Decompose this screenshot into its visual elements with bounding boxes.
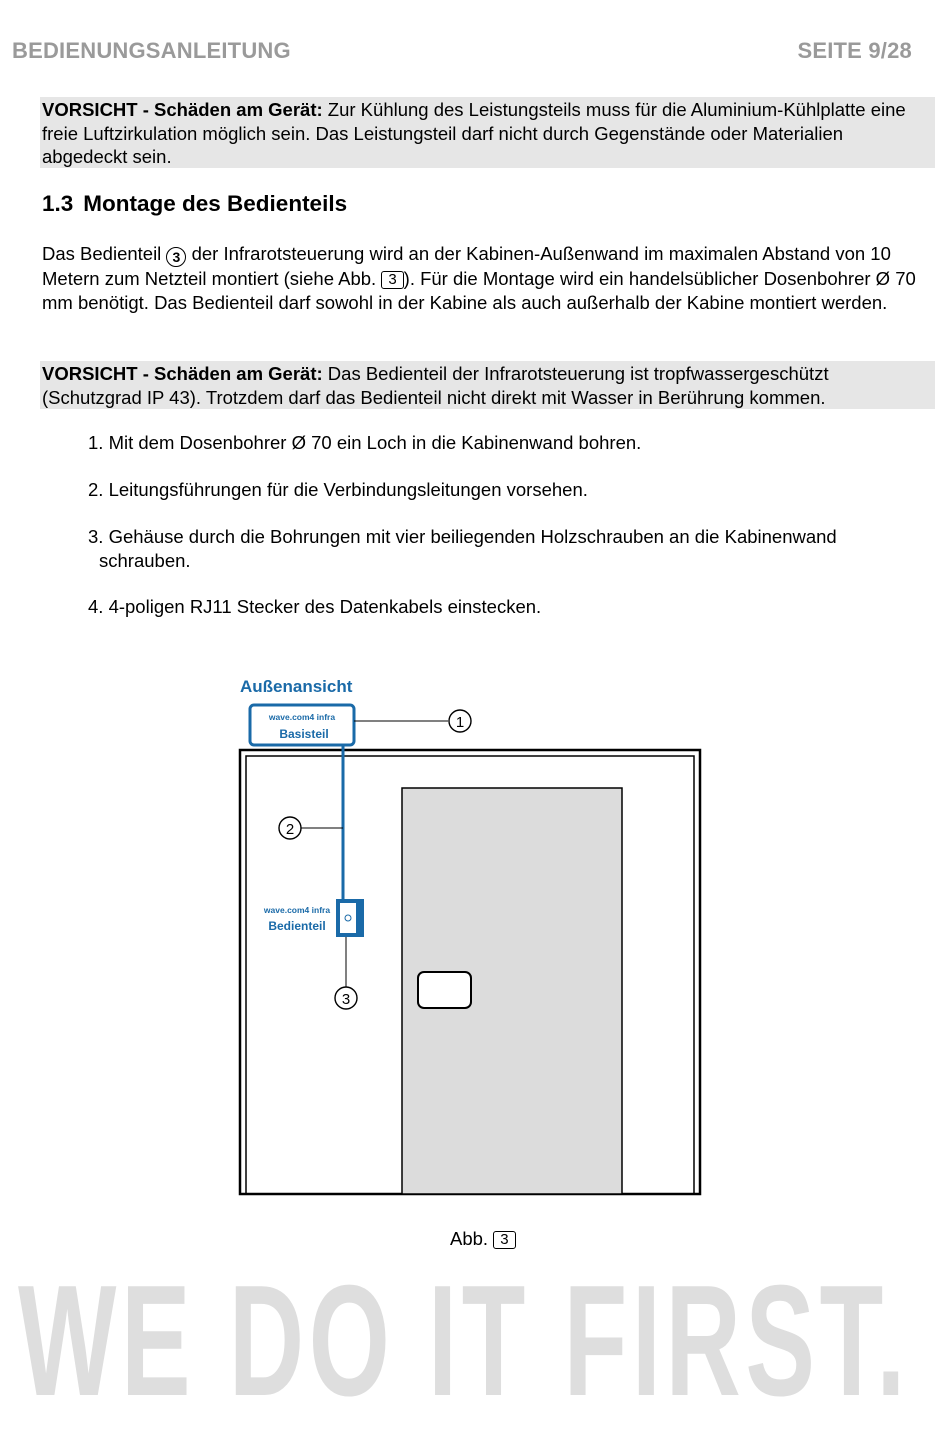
- list-item: [88, 525, 928, 573]
- callout-3-number: 3: [341, 991, 351, 1008]
- figure-caption: [450, 1228, 516, 1250]
- caution-label: VORSICHT - Schäden am Gerät:: [42, 363, 323, 384]
- callout-1-number: 1: [455, 714, 465, 731]
- step-text: 1. Mit dem Dosenbohrer Ø 70 ein Loch in die Kabinenwand bohren.: [88, 432, 642, 453]
- list-item: [88, 595, 928, 619]
- page-number: SEITE 9/28: [797, 38, 912, 63]
- caution-box-water: [40, 361, 935, 409]
- caption-label: Abb.: [450, 1228, 494, 1249]
- mounting-paragraph: [42, 242, 932, 315]
- para-text-2: der Infrarotsteuerung wird an der Kabinen-Außenwand im maximalen Abstand von 10 Metern zum Netzteil montiert (siehe Abb.: [42, 243, 891, 289]
- caution-label: VORSICHT - Schäden am Gerät:: [42, 99, 323, 120]
- mounting-diagram: [230, 670, 710, 1200]
- caption-number: 3: [493, 1231, 515, 1249]
- callout-2-number: 2: [285, 821, 295, 838]
- control-label: Bedienteil: [268, 919, 326, 933]
- section-heading: [42, 191, 347, 217]
- control-panel-face: [340, 903, 356, 933]
- control-brand: wave.com4 infra: [263, 905, 331, 915]
- section-number: 1.3: [42, 191, 74, 216]
- list-item: [88, 431, 928, 455]
- step-text-continued: schrauben.: [99, 550, 191, 571]
- list-item: [88, 478, 928, 502]
- section-title: Montage des Bedienteils: [83, 191, 348, 216]
- callout-3-inline: 3: [166, 247, 186, 267]
- figure-reference: 3: [381, 271, 403, 289]
- para-text-1: Das Bedienteil: [42, 243, 167, 264]
- caution-text: Zur Kühlung des Leistungsteils muss für die Aluminium-Kühlplatte eine freie Luftzirkulation möglich sein. Das Leistungsteil darf nicht durch Gegenstände oder Materialien abgedeckt sein.: [42, 99, 906, 167]
- basis-label: Basisteil: [279, 727, 329, 741]
- brand-slogan: WE DO IT FIRST.: [18, 1253, 910, 1429]
- document-title: BEDIENUNGSANLEITUNG: [12, 38, 291, 63]
- door-window: [418, 972, 471, 1008]
- step-text: 3. Gehäuse durch die Bohrungen mit vier beiliegenden Holzschrauben an die Kabinenwand: [88, 526, 837, 547]
- step-text: 4. 4-poligen RJ11 Stecker des Datenkabels einstecken.: [88, 596, 542, 617]
- caution-text: Das Bedienteil der Infrarotsteuerung ist tropfwassergeschützt (Schutzgrad IP 43). Trotzdem darf das Bedienteil nicht direkt mit Wasser in Berührung kommen.: [42, 363, 829, 408]
- basis-brand: wave.com4 infra: [268, 712, 336, 722]
- para-text-3: ). Für die Montage wird ein handelsüblicher Dosenbohrer Ø 70 mm benötigt. Das Bedienteil darf sowohl in der Kabine als auch außerhalb der Kabine montiert werden.: [42, 268, 916, 313]
- figure-title: Außenansicht: [240, 677, 353, 696]
- caution-box-cooling: [40, 97, 935, 168]
- step-text: 2. Leitungsführungen für die Verbindungsleitungen vorsehen.: [88, 479, 588, 500]
